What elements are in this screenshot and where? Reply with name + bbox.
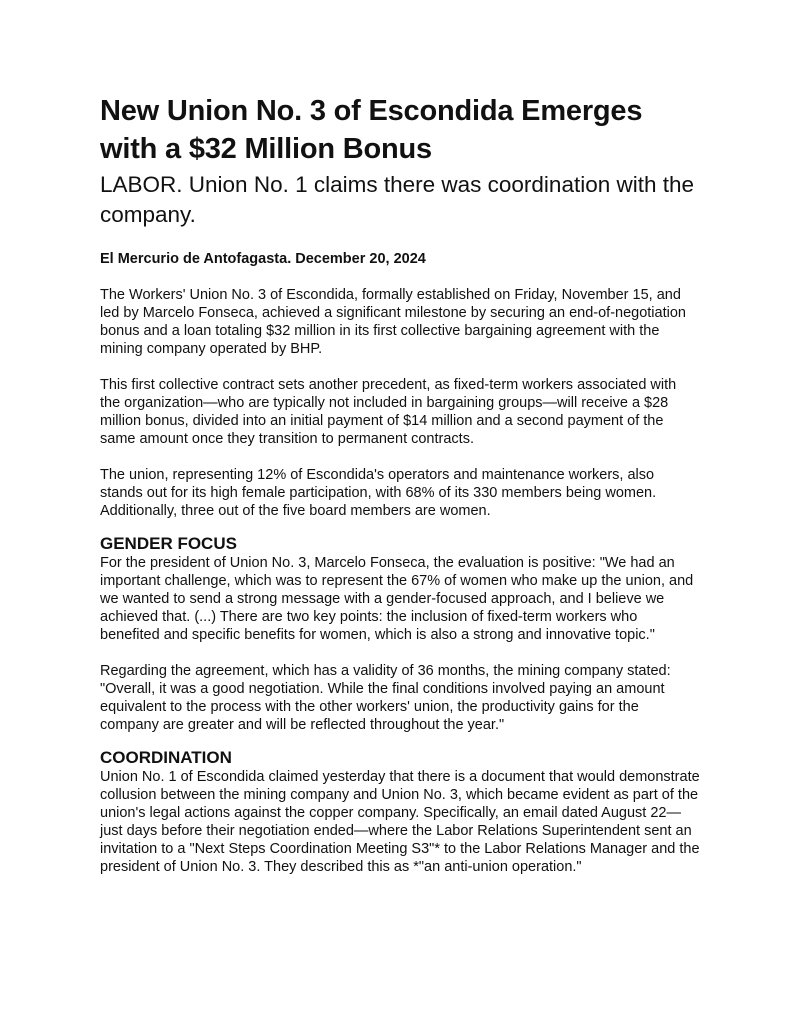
article-byline: El Mercurio de Antofagasta. December 20, 2024: [100, 251, 426, 267]
paragraph-intro: The Workers' Union No. 3 of Escondida, formally established on Friday, November 15, and led by Marcelo Fonseca, achieved a significant milestone by securing an end-of-negotiation bonus and a loan totaling $32 million in its first collective bargaining agreement with the mining company operated by BHP.: [100, 287, 686, 357]
article-subtitle: LABOR. Union No. 1 claims there was coordination with the company.: [100, 172, 695, 227]
section-heading-coordination: COORDINATION: [100, 748, 232, 767]
paragraph-president-quote: For the president of Union No. 3, Marcelo Fonseca, the evaluation is positive: "We had an important challenge, which was to represent the 67% of women who make up the union, and we wanted to send a strong message with a gender-focused approach, and I believe we achieved that. (...) There are two key points: the inclusion of fixed-term workers who benefited and specific benefits for women, which is also a strong and innovative topic.": [100, 555, 694, 643]
section-heading-gender-focus: GENDER FOCUS: [100, 534, 237, 553]
paragraph-coordination-claim: Union No. 1 of Escondida claimed yesterday that there is a document that would demonstrate collusion between the mining company and Union No. 3, which became evident as part of the union's legal actions against the copper company. Specifically, an email dated August 22—just days before their negotiation ended—where the Labor Relations Superintendent sent an invitation to a "Next Steps Coordination Meeting S3"* to the Labor Relations Manager and the president of Union No. 3. They described this as *"an anti-union operation.": [100, 769, 700, 875]
paragraph-fixed-term-workers: This first collective contract sets another precedent, as fixed-term workers associated with the organization—who are typically not included in bargaining groups—will receive a $28 million bonus, divided into an initial payment of $14 million and a second payment of the same amount once they transition to permanent contracts.: [100, 377, 677, 447]
paragraph-company-statement: Regarding the agreement, which has a validity of 36 months, the mining company stated: "Overall, it was a good negotiation. While the final conditions involved paying an amount equivalent to the process with the other workers' union, the productivity gains for the company are greater and will be reflected throughout the year.": [100, 663, 671, 733]
paragraph-female-participation: The union, representing 12% of Escondida's operators and maintenance workers, also stands out for its high female participation, with 68% of its 330 members being women. Additionally, three out of the five board members are women.: [100, 467, 657, 519]
article-title: New Union No. 3 of Escondida Emerges with a $32 Million Bonus: [100, 95, 643, 165]
article: [100, 92, 700, 876]
